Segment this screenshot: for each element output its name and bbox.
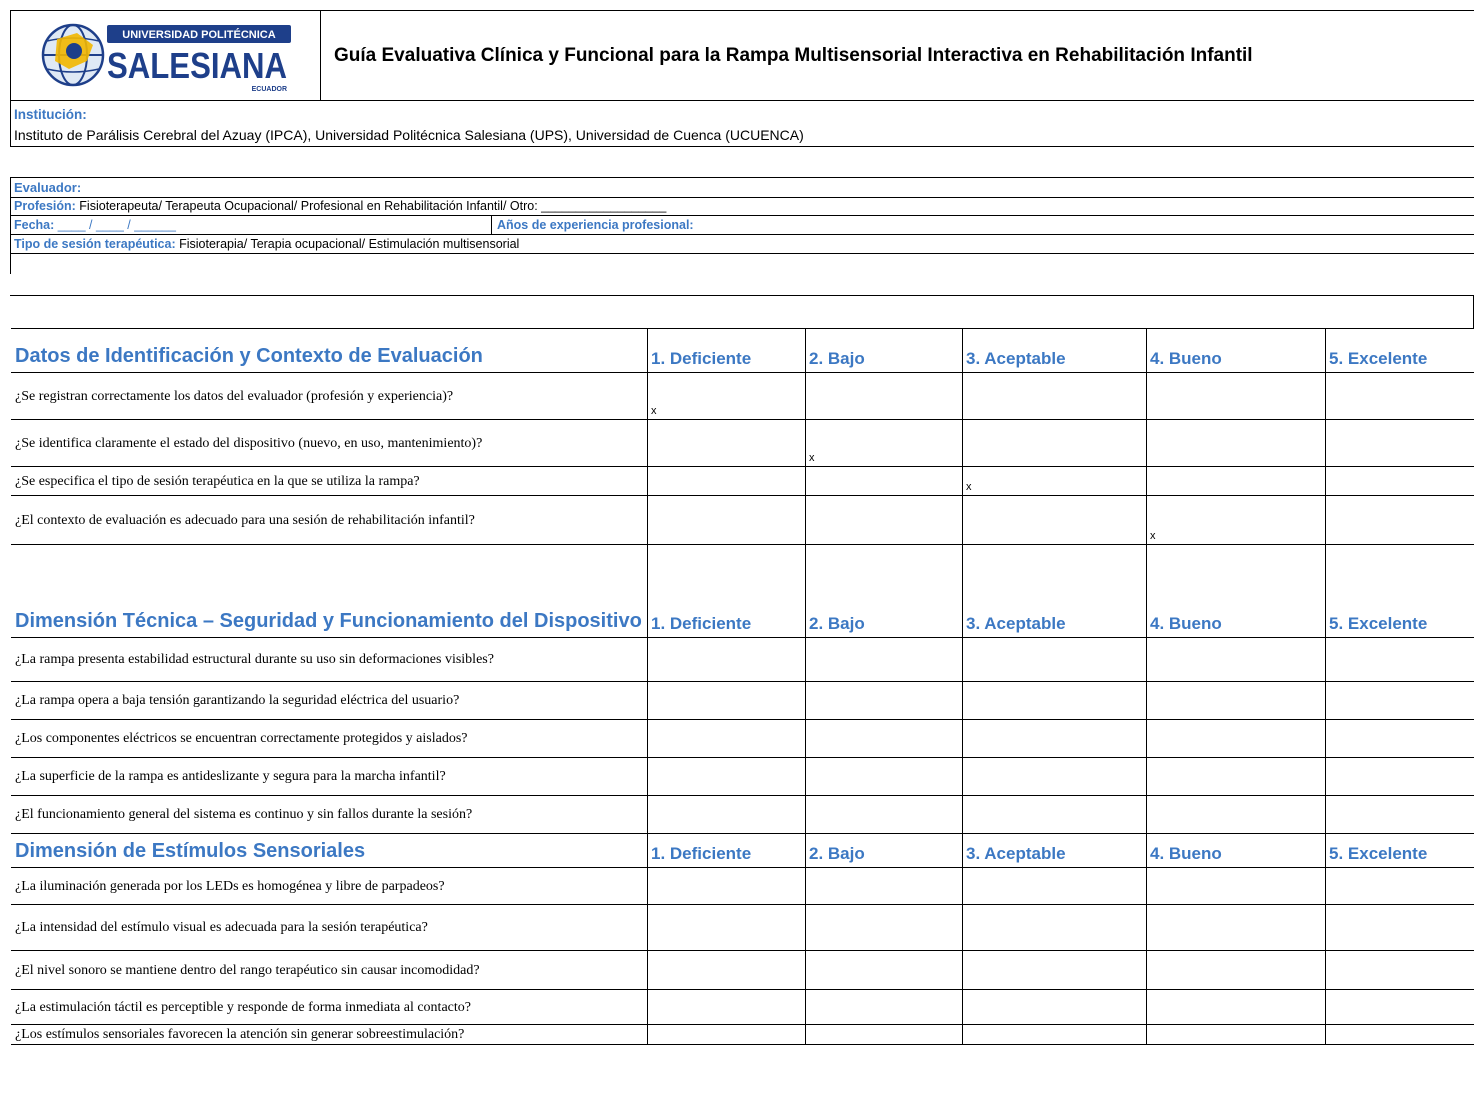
rating-level-header: 2. Bajo [806, 329, 963, 372]
rating-cell[interactable] [1147, 796, 1326, 833]
rating-cell[interactable] [1326, 758, 1474, 795]
rating-cell[interactable] [806, 373, 963, 419]
rating-cell[interactable] [648, 951, 806, 989]
rating-cell[interactable] [963, 796, 1147, 833]
table-row [11, 373, 1474, 420]
rating-cell[interactable] [648, 720, 806, 757]
logo-container [11, 11, 321, 100]
rating-cell[interactable] [1326, 420, 1474, 466]
rating-cell[interactable] [806, 496, 963, 544]
rating-cell[interactable] [648, 682, 806, 719]
institution-block [10, 101, 1474, 147]
rating-cell[interactable] [1326, 796, 1474, 833]
table-row [11, 905, 1474, 951]
table-row [11, 720, 1474, 758]
rating-cell[interactable] [963, 682, 1147, 719]
rating-cell[interactable]: x [648, 373, 806, 419]
rating-level-header: 1. Deficiente [648, 329, 806, 372]
rating-cell[interactable] [648, 868, 806, 904]
rating-cell[interactable] [806, 990, 963, 1024]
section-header-row [11, 545, 1474, 638]
evaluation-table [10, 295, 1474, 1042]
institution-label: Institución: [14, 107, 87, 122]
table-row [11, 951, 1474, 990]
rating-cell[interactable] [1326, 990, 1474, 1024]
university-logo [11, 11, 321, 100]
table-row [11, 682, 1474, 720]
table-row [11, 868, 1474, 905]
rating-cell[interactable] [963, 758, 1147, 795]
rating-level-header: 2. Bajo [806, 834, 963, 867]
rating-cell[interactable] [963, 868, 1147, 904]
rating-level-header: 2. Bajo [806, 545, 963, 637]
rating-cell[interactable] [1326, 496, 1474, 544]
rating-level-header: 4. Bueno [1147, 834, 1326, 867]
profession-value[interactable]: Fisioterapeuta/ Terapeuta Ocupacional/ Profesional en Rehabilitación Infantil/ Otro: __________________ [79, 199, 667, 213]
rating-cell[interactable] [806, 467, 963, 495]
rating-cell[interactable] [648, 1025, 806, 1044]
section-title: Dimensión de Estímulos Sensoriales [11, 834, 648, 867]
rating-cell[interactable] [648, 990, 806, 1024]
rating-cell[interactable] [1326, 905, 1474, 950]
rating-cell[interactable] [1147, 868, 1326, 904]
rating-cell[interactable] [648, 467, 806, 495]
question-text: ¿La superficie de la rampa es antideslizante y segura para la marcha infantil? [11, 758, 648, 795]
section-title: Datos de Identificación y Contexto de Evaluación [11, 329, 648, 372]
rating-cell[interactable] [806, 796, 963, 833]
rating-cell[interactable] [1326, 951, 1474, 989]
profession-label: Profesión: [14, 199, 76, 213]
evaluator-label: Evaluador: [14, 180, 82, 195]
rating-level-header: 1. Deficiente [648, 834, 806, 867]
question-text: ¿Se identifica claramente el estado del dispositivo (nuevo, en uso, mantenimiento)? [11, 420, 648, 466]
rating-cell[interactable]: x [806, 420, 963, 466]
section-header-row [11, 834, 1474, 868]
rating-cell[interactable] [1326, 720, 1474, 757]
table-row [11, 758, 1474, 796]
rating-cell[interactable] [806, 905, 963, 950]
logo-main-text: SALESIANA [107, 45, 287, 86]
question-text: ¿La rampa presenta estabilidad estructural durante su uso sin deformaciones visibles? [11, 638, 648, 681]
question-text: ¿La intensidad del estímulo visual es adecuada para la sesión terapéutica? [11, 905, 648, 950]
rating-cell[interactable] [1147, 682, 1326, 719]
question-text: ¿Los estímulos sensoriales favorecen la atención sin generar sobreestimulación? [11, 1025, 648, 1044]
logo-top-text: UNIVERSIDAD POLITÉCNICA [122, 29, 276, 41]
rating-cell[interactable] [648, 496, 806, 544]
rating-cell[interactable] [963, 905, 1147, 950]
rating-cell[interactable] [1147, 758, 1326, 795]
rating-cell[interactable] [648, 796, 806, 833]
document-title: Guía Evaluativa Clínica y Funcional para la Rampa Multisensorial Interactiva en Rehabilitación Infantil [334, 45, 1253, 66]
rating-cell[interactable] [806, 682, 963, 719]
rating-cell[interactable] [1147, 373, 1326, 419]
rating-cell[interactable] [1147, 638, 1326, 681]
section-header-row [11, 329, 1474, 373]
spacer-cell [11, 296, 1474, 328]
rating-cell[interactable] [963, 990, 1147, 1024]
question-text: ¿Se especifica el tipo de sesión terapéutica en la que se utiliza la rampa? [11, 467, 648, 495]
experience-label: Años de experiencia profesional: [497, 218, 694, 232]
rating-cell[interactable] [1326, 638, 1474, 681]
evaluator-block [10, 177, 1474, 274]
globe-icon [43, 25, 103, 85]
question-text: ¿El contexto de evaluación es adecuado para una sesión de rehabilitación infantil? [11, 496, 648, 544]
table-spacer-row [11, 296, 1474, 329]
rating-level-header: 3. Aceptable [963, 329, 1147, 372]
rating-level-header: 4. Bueno [1147, 329, 1326, 372]
rating-cell[interactable] [963, 638, 1147, 681]
table-row [11, 1025, 1474, 1045]
table-row [11, 496, 1474, 545]
rating-cell[interactable] [648, 758, 806, 795]
rating-cell[interactable] [648, 420, 806, 466]
session-label: Tipo de sesión terapéutica: [14, 237, 176, 251]
rating-cell[interactable] [1326, 682, 1474, 719]
date-label: Fecha: [14, 218, 55, 232]
rating-level-header: 5. Excelente [1326, 545, 1474, 637]
rating-cell[interactable] [806, 868, 963, 904]
session-value[interactable]: Fisioterapia/ Terapia ocupacional/ Estimulación multisensorial [179, 237, 520, 251]
rating-cell[interactable] [806, 720, 963, 757]
rating-cell[interactable] [963, 720, 1147, 757]
rating-level-header: 4. Bueno [1147, 545, 1326, 637]
rating-cell[interactable] [963, 420, 1147, 466]
rating-level-header: 5. Excelente [1326, 329, 1474, 372]
rating-cell[interactable] [1326, 373, 1474, 419]
rating-cell[interactable] [1147, 467, 1326, 495]
table-row [11, 420, 1474, 467]
rating-cell[interactable] [806, 638, 963, 681]
rating-cell[interactable] [1147, 720, 1326, 757]
rating-cell[interactable] [963, 496, 1147, 544]
rating-cell[interactable] [963, 951, 1147, 989]
rating-level-header: 3. Aceptable [963, 545, 1147, 637]
rating-cell[interactable] [806, 951, 963, 989]
rating-cell[interactable] [648, 905, 806, 950]
question-text: ¿Se registran correctamente los datos del evaluador (profesión y experiencia)? [11, 373, 648, 419]
document-header [10, 10, 1474, 101]
rating-cell[interactable] [1326, 467, 1474, 495]
rating-cell[interactable] [963, 1025, 1147, 1044]
rating-cell[interactable]: x [963, 467, 1147, 495]
rating-cell[interactable] [1147, 905, 1326, 950]
question-text: ¿El nivel sonoro se mantiene dentro del rango terapéutico sin causar incomodidad? [11, 951, 648, 989]
date-value[interactable]: ____ / ____ / ______ [57, 218, 176, 232]
question-text: ¿La rampa opera a baja tensión garantizando la seguridad eléctrica del usuario? [11, 682, 648, 719]
rating-level-header: 3. Aceptable [963, 834, 1147, 867]
table-row [11, 990, 1474, 1025]
question-text: ¿La estimulación táctil es perceptible y responde de forma inmediata al contacto? [11, 990, 648, 1024]
question-text: ¿Los componentes eléctricos se encuentran correctamente protegidos y aislados? [11, 720, 648, 757]
question-text: ¿La iluminación generada por los LEDs es homogénea y libre de parpadeos? [11, 868, 648, 904]
table-row [11, 638, 1474, 682]
rating-cell[interactable] [1326, 868, 1474, 904]
logo-country-text: ECUADOR [251, 86, 287, 93]
date-divider [491, 216, 492, 234]
rating-cell[interactable] [1147, 990, 1326, 1024]
table-row [11, 467, 1474, 496]
rating-cell[interactable]: x [1147, 496, 1326, 544]
table-row [11, 796, 1474, 834]
rating-level-header: 5. Excelente [1326, 834, 1474, 867]
rating-level-header: 1. Deficiente [648, 545, 806, 637]
rating-cell[interactable] [1147, 420, 1326, 466]
rating-cell[interactable] [963, 373, 1147, 419]
rating-cell[interactable] [1326, 1025, 1474, 1044]
section-title: Dimensión Técnica – Seguridad y Funcionamiento del Dispositivo [11, 545, 648, 637]
rating-cell[interactable] [648, 638, 806, 681]
rating-cell[interactable] [806, 1025, 963, 1044]
question-text: ¿El funcionamiento general del sistema es continuo y sin fallos durante la sesión? [11, 796, 648, 833]
rating-cell[interactable] [1147, 1025, 1326, 1044]
rating-cell[interactable] [1147, 951, 1326, 989]
institution-value: Instituto de Parálisis Cerebral del Azuay (IPCA), Universidad Politécnica Salesiana (UPS), Universidad de Cuenca (UCUENCA) [14, 127, 804, 143]
rating-cell[interactable] [806, 758, 963, 795]
